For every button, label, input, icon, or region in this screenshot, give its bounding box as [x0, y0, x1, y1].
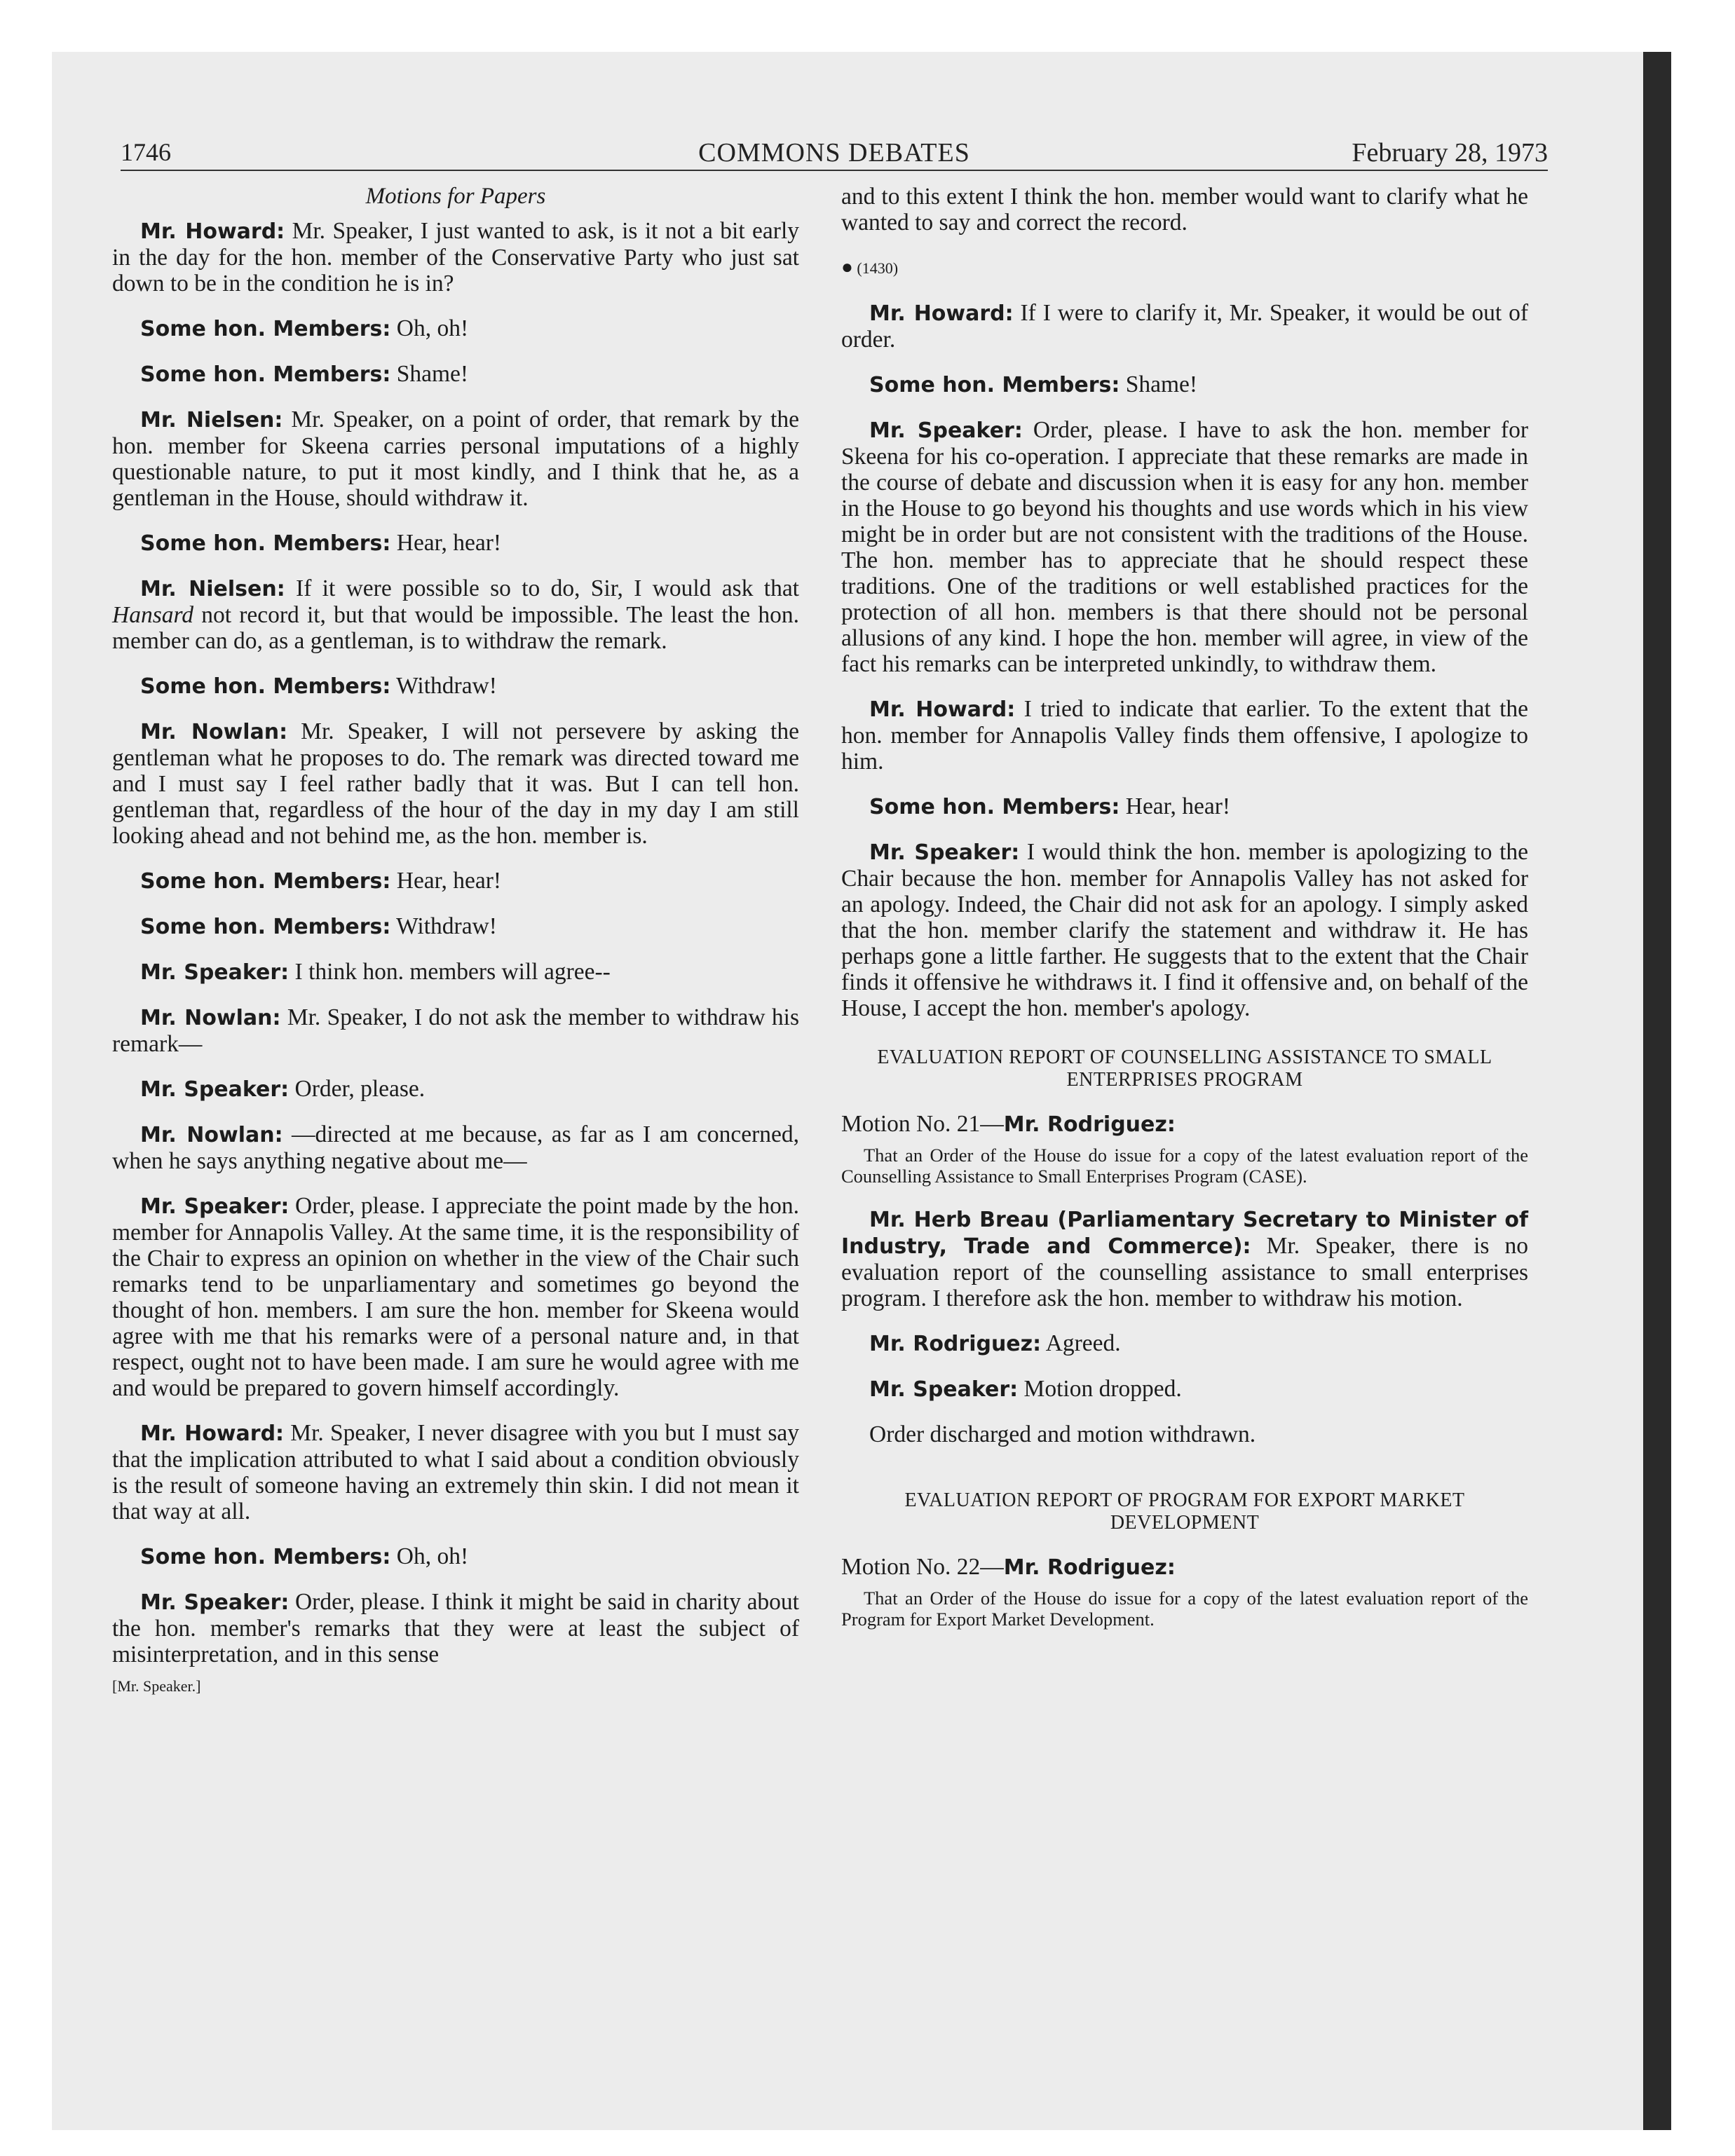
- speaker-name: Mr. Speaker:: [869, 840, 1020, 865]
- speech-text: Hear, hear!: [390, 530, 502, 556]
- speaker-name: Mr. Howard:: [140, 1421, 285, 1446]
- motion-number: Motion No. 21—: [841, 1111, 1004, 1137]
- speech-text: Order, please. I appreciate the point made by the hon. member for Annapolis Valley. At the same time, it is the responsibility of the Chair to express an opinion on whether in the view of the Chair such remarks tend to be unparliamentary and sometimes go beyond the thought of hon. members. I am sure the hon. member for Skeena would agree with me that his remarks were of a personal nature and, in that respect, ought not to have been made. I am sure he would agree with me and would be prepared to govern himself accordingly.: [112, 1193, 799, 1401]
- continued-paragraph: and to this extent I think the hon. member would want to clarify what he wanted to say and correct the record.: [841, 184, 1528, 236]
- speaker-name: Some hon. Members:: [140, 317, 391, 341]
- speech-text: Shame!: [390, 361, 469, 387]
- speech-text: Order, please. I think it might be said in charity about the hon. member's remarks that they were at least the subject of misinterpretation, and in this sense: [112, 1589, 799, 1667]
- motion-number: Motion No. 22—: [841, 1554, 1004, 1580]
- speech-text: Mr. Speaker, I do not ask the member to withdraw his remark—: [112, 1004, 799, 1057]
- motion-mover: Mr. Rodriguez:: [1003, 1112, 1176, 1137]
- speech-paragraph: [112, 218, 799, 296]
- speech-paragraph: [112, 1193, 799, 1401]
- right-column: [841, 184, 1528, 1649]
- section-heading: EVALUATION REPORT OF COUNSELLING ASSISTANCE TO SMALL ENTERPRISES PROGRAM: [877, 1046, 1492, 1091]
- speech-text: Hear, hear!: [1120, 793, 1231, 819]
- speech-paragraph: [112, 1121, 799, 1174]
- publication-title: COMMONS DEBATES: [698, 138, 970, 168]
- speaker-name: Mr. Rodriguez:: [869, 1332, 1042, 1356]
- speech-paragraph: [112, 913, 799, 940]
- scan-edge-bar: [1643, 52, 1671, 2130]
- speaker-name: Mr. Herb Breau (Parliamentary Secretary to Minister of Industry, Trade and Commerce):: [841, 1208, 1528, 1259]
- speaker-name: Some hon. Members:: [140, 531, 391, 556]
- speech-text: I tried to indicate that earlier. To the extent that the hon. member for Annapolis Valley finds them offensive, I apologize to him.: [841, 696, 1529, 775]
- speaker-name: Some hon. Members:: [140, 915, 391, 939]
- motion-line: [841, 1111, 1528, 1138]
- speaker-name: Some hon. Members:: [869, 795, 1120, 819]
- speech-text: Oh, oh!: [390, 315, 469, 341]
- motion-mover: Mr. Rodriguez:: [1003, 1555, 1176, 1580]
- speech-text: Mr. Speaker, I will not persevere by asking the gentleman what he proposes to do. The remark was directed toward me and I must say I feel rather badly that it was. But I can tell hon. gentleman that, regardless of the hour of the day in my day I am still looking ahead and not behind me, as the hon. member is.: [112, 718, 799, 849]
- time-marker: [841, 254, 1528, 281]
- speech-text: Mr. Speaker, I never disagree with you but I must say that the implication attributed to what I said about a condition obviously is the result of someone having an extremely thin skin. I did not mean it that way at all.: [112, 1420, 799, 1524]
- speech-paragraph: [841, 1206, 1528, 1311]
- speech-text: Shame!: [1120, 371, 1198, 397]
- speech-paragraph: [112, 315, 799, 342]
- speech-text: I would think the hon. member is apologizing to the Chair because the hon. member for Annapolis Valley has not asked for an apology. Indeed, the Chair did not ask for an apology. I simply asked that the hon. member clarify the statement and withdraw it. He has perhaps gone a little farther. He suggests that to the extent that the Chair finds it offensive he withdraws it. I find it offensive and, on behalf of the House, I accept the hon. member's apology.: [841, 839, 1528, 1021]
- speech-paragraph: [112, 1589, 799, 1667]
- speaker-name: Some hon. Members:: [140, 674, 391, 699]
- speaker-name: Mr. Nowlan:: [140, 1006, 281, 1030]
- page-date: February 28, 1973: [1352, 138, 1548, 168]
- speech-paragraph: [841, 1330, 1528, 1357]
- section-heading: EVALUATION REPORT OF PROGRAM FOR EXPORT MARKET DEVELOPMENT: [904, 1489, 1465, 1534]
- page-header: [121, 137, 1548, 171]
- speech-text: Hear, hear!: [390, 868, 502, 894]
- motion-text: That an Order of the House do issue for a copy of the latest evaluation report of the Program for Export Market Development.: [841, 1588, 1528, 1630]
- speech-paragraph: [841, 1376, 1528, 1403]
- speech-text: Order, please.: [289, 1076, 426, 1102]
- order-text: Order discharged and motion withdrawn.: [869, 1421, 1256, 1447]
- speech-text: Motion dropped.: [1018, 1376, 1182, 1402]
- speech-paragraph: [841, 300, 1528, 353]
- speech-text: Oh, oh!: [390, 1543, 469, 1569]
- speaker-name: Mr. Nielsen:: [140, 577, 285, 601]
- speech-text: Mr. Speaker, I just wanted to ask, is it not a bit early in the day for the hon. member of the Conservative Party who just sat down to be in the condition he is in?: [112, 218, 800, 296]
- speech-paragraph: [841, 793, 1528, 820]
- speech-paragraph: [112, 1004, 799, 1057]
- speech-text: not record it, but that would be impossible. The least the hon. member can do, as a gentleman, is to withdraw the remark.: [112, 602, 799, 654]
- speech-text: —directed at me because, as far as I am concerned, when he says anything negative about me—: [112, 1121, 800, 1174]
- speaker-name: Mr. Nielsen:: [140, 408, 283, 432]
- speech-paragraph: [841, 696, 1528, 775]
- speaker-name: Some hon. Members:: [140, 869, 391, 894]
- speech-paragraph: [841, 839, 1528, 1021]
- speech-paragraph: [112, 718, 799, 849]
- motion-text: That an Order of the House do issue for a copy of the latest evaluation report of the Counselling Assistance to Small Enterprises Program (CASE).: [841, 1145, 1528, 1187]
- speech-paragraph: [112, 868, 799, 894]
- speech-paragraph: [112, 1543, 799, 1570]
- speech-paragraph: [841, 371, 1528, 398]
- speech-text: Mr. Speaker, on a point of order, that remark by the hon. member for Skeena carries personal imputations of a highly questionable nature, to put it most kindly, and I think that he, as a gentleman in the House, should withdraw it.: [112, 407, 799, 511]
- speech-paragraph: [112, 1076, 799, 1103]
- speaker-name: Mr. Speaker:: [140, 960, 290, 985]
- speaker-name: Some hon. Members:: [140, 362, 391, 387]
- speech-paragraph: [112, 959, 799, 985]
- speech-paragraph: [841, 417, 1528, 677]
- speaker-name: Mr. Speaker:: [869, 418, 1023, 443]
- speaker-name: Mr. Nowlan:: [140, 1123, 283, 1147]
- speaker-name: Mr. Nowlan:: [140, 720, 288, 744]
- speech-paragraph: [112, 530, 799, 557]
- speech-text: Withdraw!: [390, 913, 497, 939]
- left-column: [112, 184, 799, 1699]
- time-marker-text: (1430): [857, 259, 899, 277]
- speech-paragraph: [112, 575, 799, 654]
- page-number: 1746: [121, 138, 171, 166]
- speech-text: Mr. Speaker, there is no evaluation report of the counselling assistance to small enterprises program. I therefore ask the hon. member to withdraw his motion.: [841, 1233, 1528, 1311]
- speech-text: Withdraw!: [390, 673, 497, 699]
- speaker-name: Mr. Howard:: [869, 301, 1014, 326]
- speaker-name: Mr. Speaker:: [140, 1194, 290, 1219]
- speech-text: Order, please. I have to ask the hon. member for Skeena for his co-operation. I appreciate that these remarks are made in the course of debate and discussion when it is easy for any hon. member in the House to go beyond his thoughts and use words which in his view might be in order but are not consistent with the traditions of the House. The hon. member has to appreciate that he should respect these traditions. One of the traditions or well established practices for the protection of all hon. members is that there should not be personal allusions of any kind. I hope the hon. member will agree, in view of the fact his remarks can be interpreted unkindly, to withdraw them.: [841, 417, 1528, 677]
- speech-text: If it were possible so to do, Sir, I would ask that: [285, 575, 799, 601]
- speaker-name: Mr. Howard:: [869, 697, 1016, 722]
- speech-paragraph: [112, 361, 799, 388]
- speaker-name: Some hon. Members:: [869, 373, 1120, 397]
- speaker-name: Mr. Howard:: [140, 219, 285, 244]
- column-footer: [Mr. Speaker.]: [112, 1677, 201, 1695]
- motion-line: [841, 1554, 1528, 1581]
- speech-paragraph: [112, 673, 799, 700]
- speech-text: Agreed.: [1041, 1330, 1121, 1356]
- speaker-name: Mr. Speaker:: [869, 1377, 1019, 1402]
- speaker-name: Some hon. Members:: [140, 1545, 391, 1569]
- hansard-reference: Hansard: [112, 602, 194, 628]
- speech-text: If I were to clarify it, Mr. Speaker, it would be out of order.: [841, 300, 1529, 353]
- speaker-name: Mr. Speaker:: [140, 1077, 290, 1102]
- speech-paragraph: [112, 407, 799, 511]
- section-subheading: Motions for Papers: [365, 184, 546, 209]
- speech-text: I think hon. members will agree--: [289, 959, 611, 985]
- bullet-icon: ●: [841, 257, 853, 278]
- speech-paragraph: [112, 1420, 799, 1524]
- speaker-name: Mr. Speaker:: [140, 1590, 290, 1615]
